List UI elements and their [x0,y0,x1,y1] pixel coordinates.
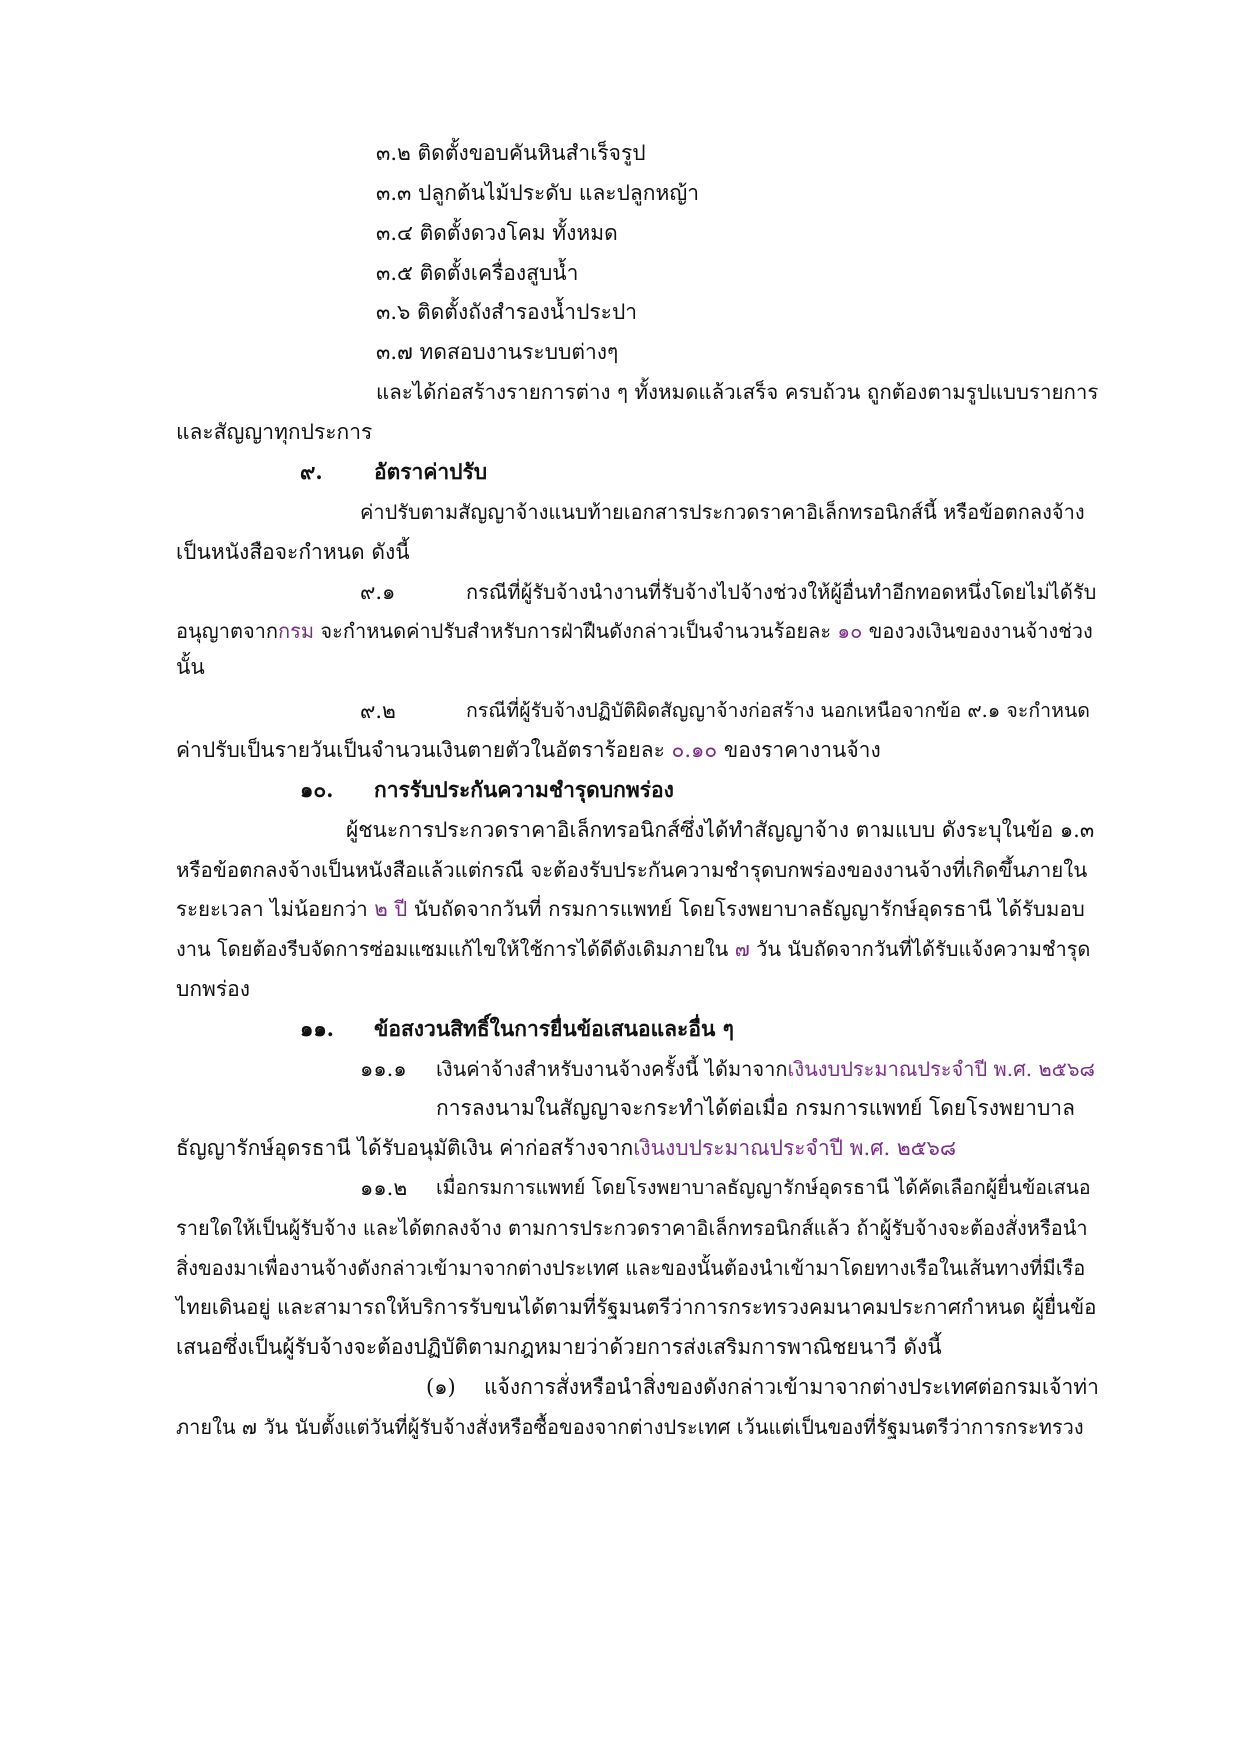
section-9-para-line-1: ค่าปรับตามสัญญาจ้างแนบท้ายเอกสารประกวดราคาอิเล็กทรอนิกส์นี้ หรือข้อตกลงจ้าง [360,500,1085,524]
section-10-title: การรับประกันความชำรุดบกพร่อง [374,777,674,802]
item-3-5: ๓.๕ ติดตั้งเครื่องสูบน้ำ [376,261,579,285]
section-11-1-line-2: การลงนามในสัญญาจะกระทำได้ต่อเมื่อ กรมการแพทย์ โดยโรงพยาบาล [436,1096,1075,1120]
section-11-2-line-5: เสนอซึ่งเป็นผู้รับจ้างจะต้องปฏิบัติตามกฎหมายว่าด้วยการส่งเสริมการพาณิชยนาวี ดังนี้ [176,1335,942,1359]
text-span: ระยะเวลา ไม่น้อยกว่า [176,897,375,921]
section-10-line-1: ผู้ชนะการประกวดราคาอิเล็กทรอนิกส์ซึ่งได้ทำสัญญาจ้าง ตามแบบ ดังระบุในข้อ ๑.๓ [346,818,1095,842]
section-9-number: ๙. [300,459,323,484]
item-1-line-1: แจ้งการสั่งหรือนำสิ่งของดังกล่าวเข้ามาจากต่างประเทศต่อกรมเจ้าท่า [484,1375,1099,1399]
section-10-number: ๑๐. [300,777,334,802]
highlight-budget-source: เงินงบประมาณประจำปี พ.ศ. ๒๕๖๘ [787,1057,1095,1081]
text-span: ค่าปรับเป็นรายวันเป็นจำนวนเงินตายตัวในอัตราร้อยละ [176,738,672,762]
item-1-number: (๑) [426,1375,456,1399]
section-11-2-line-1: เมื่อกรมการแพทย์ โดยโรงพยาบาลธัญญารักษ์อุดรธานี ได้คัดเลือกผู้ยื่นข้อเสนอ [436,1176,1091,1199]
section-9-1-number: ๙.๑ [360,580,396,604]
completion-line-1: และได้ก่อสร้างรายการต่าง ๆ ทั้งหมดแล้วเสร็จ ครบถ้วน ถูกต้องตามรูปแบบรายการ [376,380,1099,404]
section-11-2-line-3: สิ่งของมาเพื่องานจ้างดังกล่าวเข้ามาจากต่างประเทศ และของนั้นต้องนำเข้ามาโดยทางเรือในเส้นทางที่มีเรือ [176,1256,1086,1280]
section-11-1-number: ๑๑.๑ [360,1057,407,1081]
text-span: จะกำหนดค่าปรับสำหรับการฝ่าฝืนดังกล่าวเป็นจำนวนร้อยละ [314,619,838,643]
section-10-line-5: บกพร่อง [176,977,251,1001]
item-1-line-2: ภายใน ๗ วัน นับตั้งแต่วันที่ผู้รับจ้างสั่งหรือซื้อของจากต่างประเทศ เว้นแต่เป็นของที่รัฐมนตรีว่าการกระทรวง [176,1415,1084,1439]
section-10-line-2: หรือข้อตกลงจ้างเป็นหนังสือแล้วแต่กรณี จะต้องรับประกันความชำรุดบกพร่องของงานจ้างที่เกิดขึ้นภายใน [176,858,1088,882]
item-3-4: ๓.๔ ติดตั้งดวงโคม ทั้งหมด [376,221,618,245]
section-11-2-number: ๑๑.๒ [360,1176,408,1200]
completion-line-2: และสัญญาทุกประการ [176,420,373,444]
section-10-line-4 [176,934,1090,964]
text-span: ของราคางานจ้าง [717,738,881,762]
section-11-1-line-3 [176,1133,956,1163]
section-9-1-line-2 [176,616,1093,646]
text-span: ของวงเงินของงานจ้างช่วง [862,619,1093,643]
highlight-warranty-period: ๒ ปี [374,897,408,921]
section-9-2-line-1: กรณีที่ผู้รับจ้างปฏิบัติผิดสัญญาจ้างก่อสร้าง นอกเหนือจากข้อ ๙.๑ จะกำหนด [466,699,1090,722]
item-3-6: ๓.๖ ติดตั้งถังสำรองน้ำประปา [376,300,638,324]
highlight-budget-source: เงินงบประมาณประจำปี พ.ศ. ๒๕๖๘ [633,1136,957,1160]
highlight-percent: ๑๐ [837,619,863,643]
text-span: งาน โดยต้องรีบจัดการซ่อมแซมแก้ไขให้ใช้การได้ดีดังเดิมภายใน [176,937,735,961]
section-11-number: ๑๑. [300,1016,334,1041]
section-11-title: ข้อสงวนสิทธิ์ในการยื่นข้อเสนอและอื่น ๆ [374,1016,734,1041]
section-9-2-line-2 [176,735,881,765]
item-3-7: ๓.๗ ทดสอบงานระบบต่างๆ [376,340,619,364]
item-3-3: ๓.๓ ปลูกต้นไม้ประดับ และปลูกหญ้า [376,181,700,205]
highlight-department: กรม [278,619,315,643]
text-span: อนุญาตจาก [176,619,279,643]
item-3-2: ๓.๒ ติดตั้งขอบคันหินสำเร็จรูป [376,141,646,165]
section-9-para-line-2: เป็นหนังสือจะกำหนด ดังนี้ [176,540,410,564]
section-11-2-line-2: รายใดให้เป็นผู้รับจ้าง และได้ตกลงจ้าง ตามการประกวดราคาอิเล็กทรอนิกส์แล้ว ถ้าผู้รับจ้างจะต้องสั่งหรือนำ [176,1216,1088,1240]
section-9-2-number: ๙.๒ [360,699,396,723]
section-11-1-line-1 [436,1054,1095,1084]
text-span: วัน นับถัดจากวันที่ได้รับแจ้งความชำรุด [749,937,1091,961]
text-span: ธัญญารักษ์อุดรธานี ได้รับอนุมัติเงิน ค่าก่อสร้างจาก [176,1136,634,1160]
section-10-line-3 [176,894,1085,924]
text-span: นับถัดจากวันที่ กรมการแพทย์ โดยโรงพยาบาลธัญญารักษ์อุดรธานี ได้รับมอบ [407,897,1085,921]
section-9-1-line-1: กรณีที่ผู้รับจ้างนำงานที่รับจ้างไปจ้างช่วงให้ผู้อื่นทำอีกทอดหนึ่งโดยไม่ได้รับ [466,580,1097,604]
highlight-rate: ๐.๑๐ [671,738,718,762]
section-9-1-line-3: นั้น [176,655,205,679]
section-11-2-line-4: ไทยเดินอยู่ และสามารถให้บริการรับขนได้ตามที่รัฐมนตรีว่าการกระทรวงคมนาคมประกาศกำหนด ผู้ยื่นข้อ [176,1295,1097,1319]
section-9-title: อัตราค่าปรับ [374,459,488,484]
highlight-repair-days: ๗ [734,937,750,961]
text-span: เงินค่าจ้างสำหรับงานจ้างครั้งนี้ ได้มาจาก [436,1057,788,1081]
